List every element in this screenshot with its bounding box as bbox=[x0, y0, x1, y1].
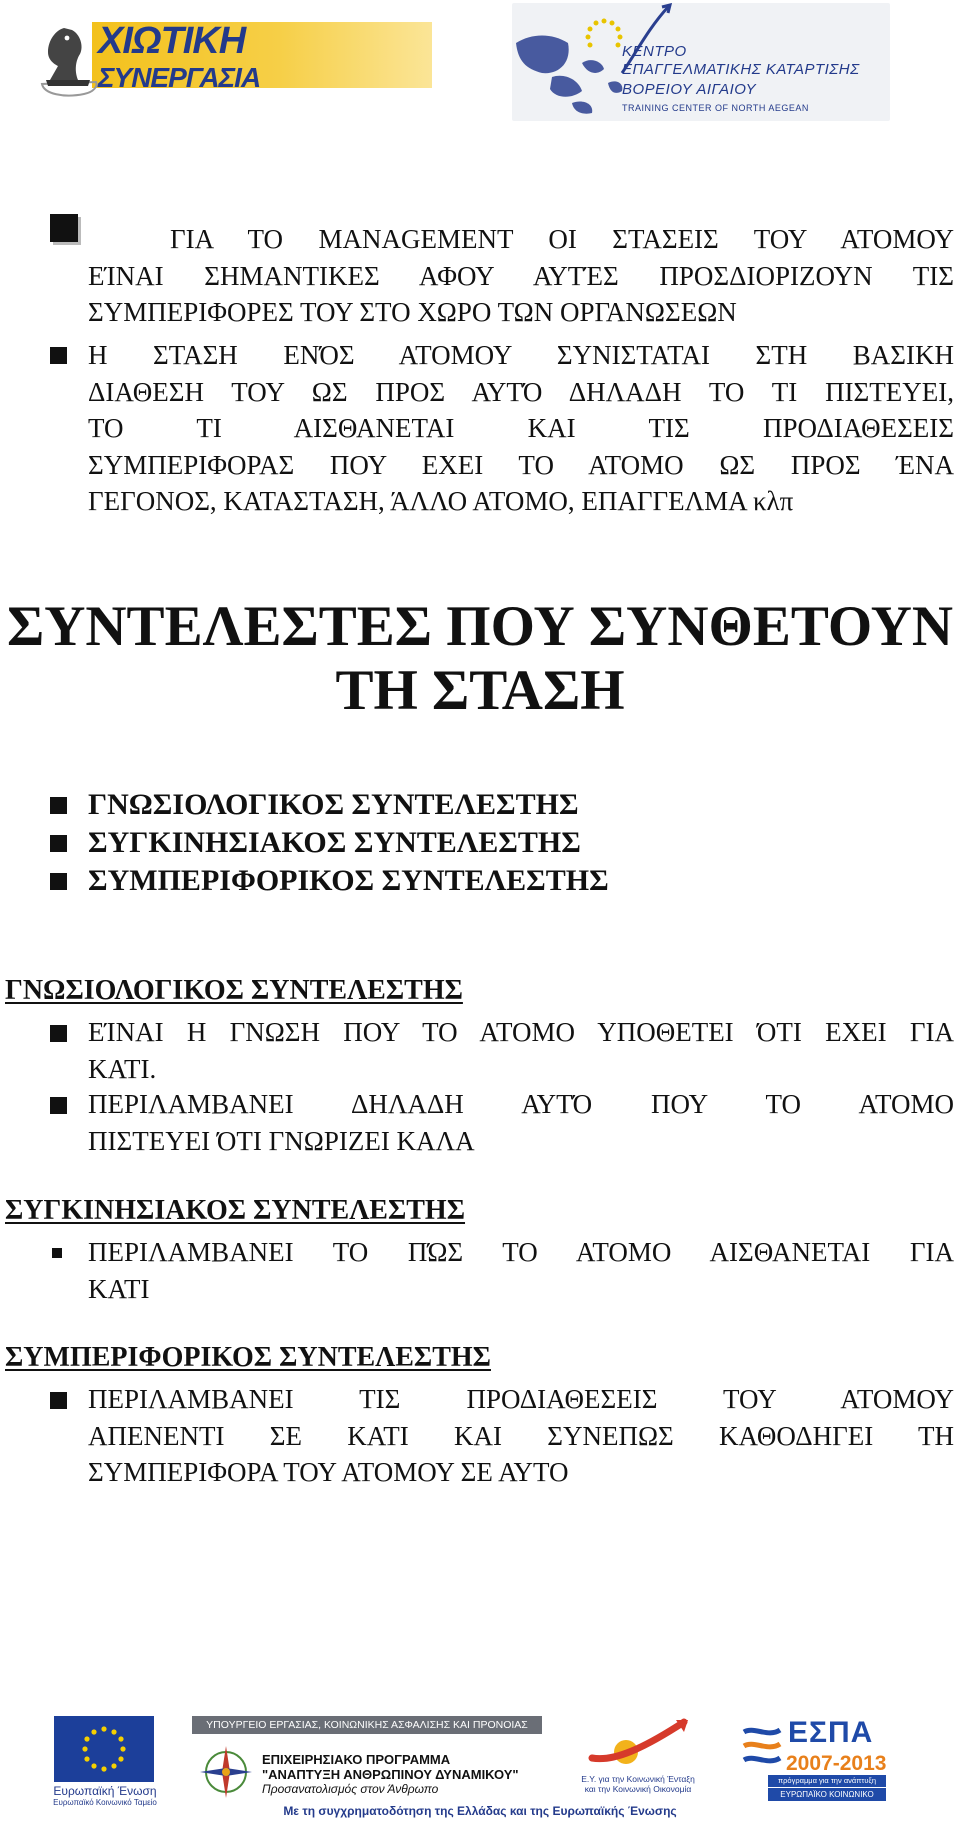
eu-caption-2: Ευρωπαϊκό Κοινωνικό Ταμείο bbox=[53, 1798, 157, 1807]
social-inclusion-logo-icon bbox=[584, 1718, 694, 1774]
chiotiki-synergasia-logo bbox=[34, 14, 434, 102]
logo-word-2: ΣΥΝΕΡΓΑΣΙΑ bbox=[98, 62, 261, 93]
footer-logos bbox=[0, 1712, 960, 1824]
bullet-square bbox=[50, 347, 67, 364]
list-item: ΣΥΜΠΕΡΙΦΟΡΙΚΟΣ ΣΥΝΤΕΛΕΣΤΗΣ bbox=[88, 864, 609, 897]
program-title bbox=[262, 1752, 519, 1797]
ministry-banner: ΥΠΟΥΡΓΕΙΟ ΕΡΓΑΣΙΑΣ, ΚΟΙΝΩΝΙΚΗΣ ΑΣΦΑΛΙΣΗΣ ΚΑΙ ΠΡΟΝΟΙΑΣ bbox=[192, 1716, 542, 1734]
section-title-behavioral: ΣΥΜΠΕΡΙΦΟΡΙΚΟΣ ΣΥΝΤΕΛΕΣΤΗΣ bbox=[5, 1342, 491, 1373]
espa-fund-banner: ΕΥΡΩΠΑΪΚΟ ΚΟΙΝΩΝΙΚΟ ΤΑΜΕΙΟ bbox=[768, 1788, 886, 1801]
heading-line-2: ΤΗ ΣΤΑΣΗ bbox=[335, 659, 625, 722]
text-line: ΓΕΓΟΝΟΣ, ΚΑΤΑΣΤΑΣΗ, ΆΛΛΟ ΑΤΟΜΟ, ΕΠΑΓΓΕΛΜΑ κλπ bbox=[88, 486, 794, 516]
logo-word-1: ΧΙΩΤΙΚΗ bbox=[98, 20, 246, 62]
cognitive-bullet-2 bbox=[88, 1086, 954, 1159]
text-line: ΤΟ ΤΙ ΑΙΣΘΑΝΕΤΑΙ ΚΑΙ ΤΙΣ ΠΡΟΔΙΑΘΕΣΕΙΣ bbox=[88, 413, 954, 443]
intro-paragraph-1 bbox=[88, 221, 954, 331]
bullet-square bbox=[50, 835, 67, 852]
text-line: ΣΥΜΠΕΡΙΦΟΡΑ ΤΟΥ ΑΤΟΜΟΥ ΣΕ ΑΥΤΟ bbox=[88, 1457, 569, 1487]
bullet-square bbox=[50, 873, 67, 890]
program-line-2: "ΑΝΑΠΤΥΞΗ ΑΝΘΡΩΠΙΝΟΥ ΔΥΝΑΜΙΚΟΥ" bbox=[262, 1767, 519, 1782]
logo-text-katartisis: ΕΠΑΓΓΕΛΜΑΤΙΚΗΣ ΚΑΤΑΡΤΙΣΗΣ bbox=[622, 61, 860, 78]
program-line-1: ΕΠΙΧΕΙΡΗΣΙΑΚΟ ΠΡΟΓΡΑΜΜΑ bbox=[262, 1752, 451, 1767]
program-line-3: Προσανατολισμός στον Άνθρωπο bbox=[262, 1782, 439, 1796]
section-title-cognitive: ΓΝΩΣΙΟΛΟΓΙΚΟΣ ΣΥΝΤΕΛΕΣΤΗΣ bbox=[5, 975, 463, 1006]
main-heading bbox=[0, 595, 960, 723]
training-center-logo bbox=[512, 3, 890, 121]
text-line: ΠΙΣΤΕΥΕΙ ΌΤΙ ΓΝΩΡΙΖΕΙ ΚΑΛΑ bbox=[88, 1125, 475, 1156]
text-line: ΓΙΑ ΤΟ MANAGEMENT ΟΙ ΣΤΑΣΕΙΣ ΤΟΥ ΑΤΟΜΟΥ bbox=[170, 224, 954, 254]
cofunding-statement: Με τη συγχρηματοδότηση της Ελλάδας και της Ευρωπαϊκής Ένωσης bbox=[283, 1804, 677, 1818]
bullet-square-large bbox=[50, 214, 78, 242]
text-line: ΠΕΡΙΛΑΜΒΑΝΕΙ ΔΗΛΑΔΗ ΑΥΤΌ ΠΟΥ ΤΟ ΑΤΟΜΟ bbox=[88, 1089, 954, 1119]
bullet-square bbox=[50, 1392, 67, 1409]
espa-tagline: πρόγραμμα για την ανάπτυξη bbox=[768, 1775, 886, 1787]
text-line: ΔΙΑΘΕΣΗ ΤΟΥ ΩΣ ΠΡΟΣ ΑΥΤΌ ΔΗΛΑΔΗ ΤΟ ΤΙ ΠΙΣΤΕΥΕΙ, bbox=[88, 376, 954, 407]
bullet-square bbox=[50, 1097, 67, 1114]
logo-text-english: TRAINING CENTER OF NORTH AEGEAN bbox=[622, 103, 809, 113]
behavioral-bullet-1 bbox=[88, 1381, 954, 1491]
text-line: ΚΑΤΙ bbox=[88, 1273, 150, 1304]
text-line: ΕΊΝΑΙ ΣΗΜΑΝΤΙΚΕΣ ΑΦΟΥ ΑΥΤΈΣ ΠΡΟΣΔΙΟΡΙΖΟΥΝ ΤΙΣ bbox=[88, 260, 954, 291]
components-list bbox=[88, 786, 609, 900]
text-line: ΣΥΜΠΕΡΙΦΟΡΕΣ ΤΟΥ ΣΤΟ ΧΩΡΟ ΤΩΝ ΟΡΓΑΝΩΣΕΩΝ bbox=[88, 297, 737, 327]
ey-caption-2: και την Κοινωνική Οικονομία bbox=[584, 1784, 692, 1794]
espa-logo-text: ΕΣΠΑ bbox=[788, 1716, 874, 1749]
compass-rose-icon bbox=[196, 1742, 256, 1802]
text-line: Η ΣΤΑΣΗ ΕΝΌΣ ΑΤΟΜΟΥ ΣΥΝΙΣΤΑΤΑΙ ΣΤΗ ΒΑΣΙΚΗ bbox=[88, 340, 954, 370]
espa-years: 2007-2013 bbox=[786, 1752, 887, 1775]
list-item: ΓΝΩΣΙΟΛΟΓΙΚΟΣ ΣΥΝΤΕΛΕΣΤΗΣ bbox=[88, 788, 579, 821]
cognitive-bullet-1 bbox=[88, 1014, 954, 1087]
text-line: ΚΑΤΙ. bbox=[88, 1053, 157, 1084]
chess-knight-icon bbox=[34, 14, 104, 102]
text-line: ΑΠΕΝΕΝΤΙ ΣΕ ΚΑΤΙ ΚΑΙ ΣΥΝΕΠΩΣ ΚΑΘΟΔΗΓΕΙ ΤΗ bbox=[88, 1420, 954, 1451]
bullet-square bbox=[50, 1025, 67, 1042]
text-line: ΠΕΡΙΛΑΜΒΑΝΕΙ ΤΟ ΠΏΣ ΤΟ ΑΤΟΜΟ ΑΙΣΘΑΝΕΤΑΙ ΓΙΑ bbox=[88, 1237, 954, 1267]
section-title-emotional: ΣΥΓΚΙΝΗΣΙΑΚΟΣ ΣΥΝΤΕΛΕΣΤΗΣ bbox=[5, 1195, 466, 1226]
ey-caption-1: Ε.Υ. για την Κοινωνική Ένταξη bbox=[581, 1774, 695, 1784]
heading-line-1: ΣΥΝΤΕΛΕΣΤΕΣ ΠΟΥ ΣΥΝΘΕΤΟΥΝ bbox=[6, 595, 954, 658]
emotional-bullet-1 bbox=[88, 1234, 954, 1307]
eu-flag-icon bbox=[54, 1716, 154, 1782]
text-line: ΠΕΡΙΛΑΜΒΑΝΕΙ ΤΙΣ ΠΡΟΔΙΑΘΕΣΕΙΣ ΤΟΥ ΑΤΟΜΟΥ bbox=[88, 1384, 954, 1414]
bullet-square bbox=[50, 797, 67, 814]
list-item: ΣΥΓΚΙΝΗΣΙΑΚΟΣ ΣΥΝΤΕΛΕΣΤΗΣ bbox=[88, 826, 581, 859]
logo-text-kentro: ΚΕΝΤΡΟ bbox=[622, 43, 687, 60]
eu-caption-1: Ευρωπαϊκή Ένωση bbox=[53, 1784, 157, 1798]
espa-waves-icon bbox=[740, 1722, 784, 1776]
social-inclusion-caption bbox=[578, 1774, 698, 1794]
text-line: ΕΊΝΑΙ Η ΓΝΩΣΗ ΠΟΥ ΤΟ ΑΤΟΜΟ ΥΠΟΘΕΤΕΙ ΌΤΙ ΕΧΕΙ ΓΙΑ bbox=[88, 1017, 954, 1047]
logo-text-aigaiou: ΒΟΡΕΙΟΥ ΑΙΓΑΙΟΥ bbox=[622, 81, 757, 98]
text-line: ΣΥΜΠΕΡΙΦΟΡΑΣ ΠΟΥ ΕΧΕΙ ΤΟ ΑΤΟΜΟ ΩΣ ΠΡΟΣ ΈΝΑ bbox=[88, 449, 954, 480]
intro-paragraph-2 bbox=[88, 337, 954, 520]
bullet-square-small bbox=[52, 1248, 62, 1258]
